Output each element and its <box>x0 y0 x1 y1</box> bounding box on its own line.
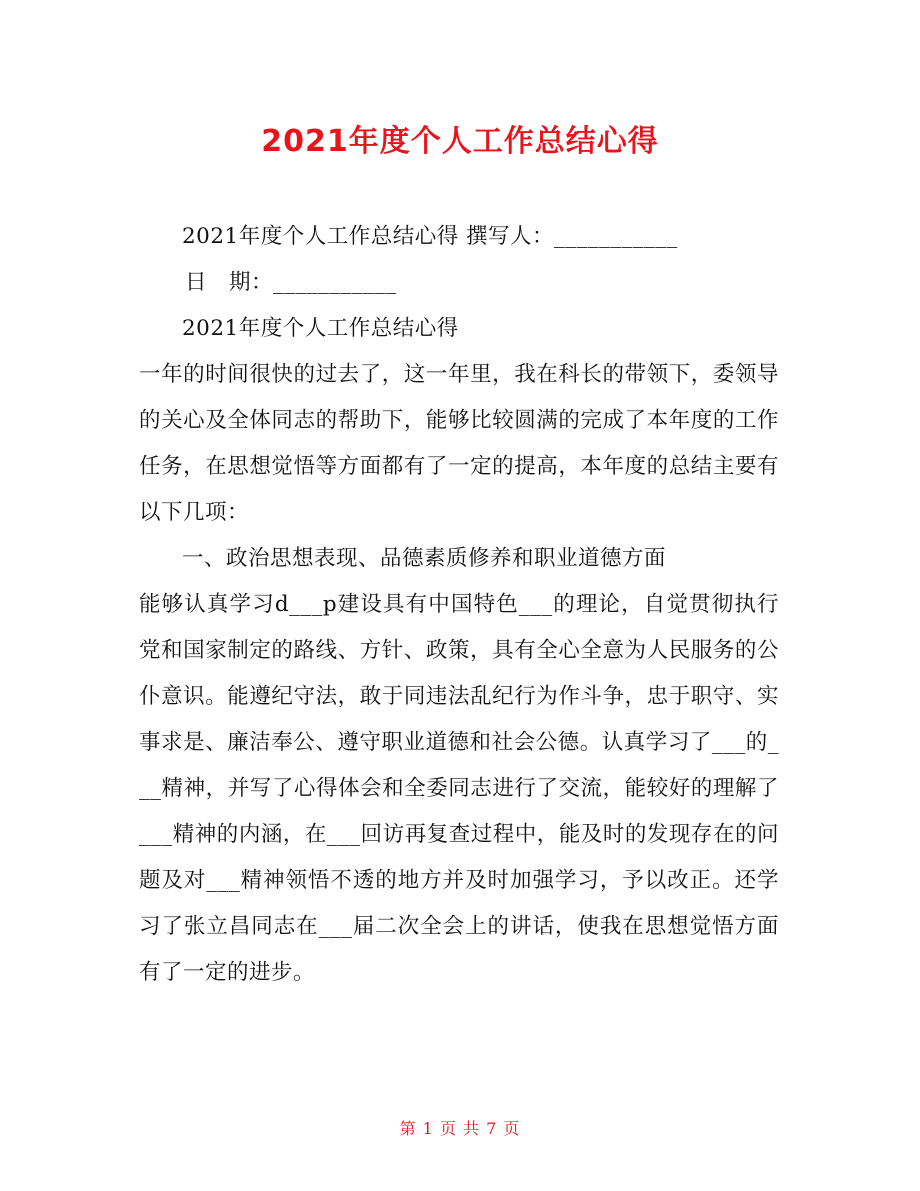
paragraph-intro: 一年的时间很快的过去了，这一年里，我在科长的带领下，委领导的关心及全体同志的帮助下，能够比较圆满的完成了本年度的工作任务，在思想觉悟等方面都有了一定的提高，本年度的总结主要有以下几项： <box>139 362 779 525</box>
document-subtitle: 2021年度个人工作总结心得 <box>182 316 459 341</box>
document-title: 2021年度个人工作总结心得 <box>261 124 659 159</box>
section-heading: 一、政治思想表现、品德素质修养和职业道德方面 <box>182 546 667 571</box>
page-indicator: 第 1 页 共 7 页 <box>399 1119 521 1138</box>
author-line: 2021年度个人工作总结心得 撰写人：___________ <box>182 224 678 249</box>
document-body <box>139 214 789 996</box>
date-line: 日 期：___________ <box>185 270 397 295</box>
paragraph-political: 能够认真学习d___p建设具有中国特色___的理论，自觉贯彻执行党和国家制定的路线、方针、政策，具有全心全意为人民服务的公仆意识。能遵纪守法，敢于同违法乱纪行为作斗争，忠于职守、实事求是、廉洁奉公、遵守职业道德和社会公德。认真学习了___的___精神，并写了心得体会和全委同志进行了交流，能较好的理解了___精神的内涵，在___回访再复查过程中，能及时的发现存在的问题及对___精神领悟不透的地方并及时加强学习，予以改正。还学习了张立昌同志在___届二次全会上的讲话，使我在思想觉悟方面有了一定的进步。 <box>139 592 779 985</box>
